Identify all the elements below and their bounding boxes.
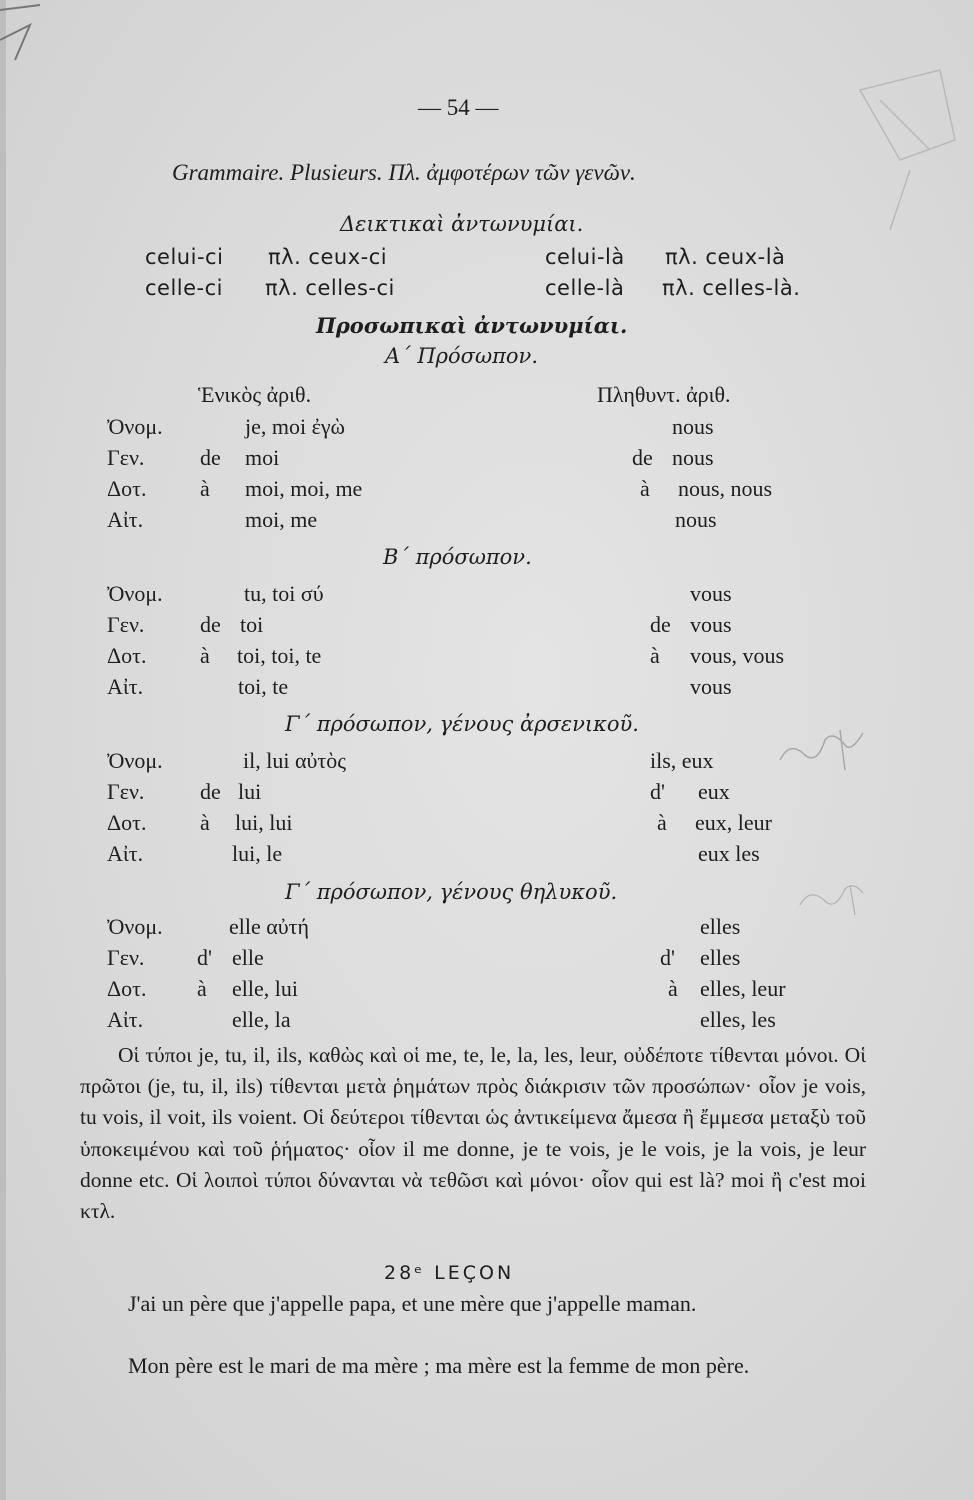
preposition: de [200, 445, 221, 470]
plural-prep: à [657, 810, 667, 835]
singular-form: elle αὐτή [229, 914, 310, 939]
case-label: Δοτ. [107, 476, 147, 501]
singular-form: il, lui αὐτὸς [243, 748, 346, 773]
case-label: Αἰτ. [107, 841, 144, 866]
plural-label: Πληθυντ. ἀριθ. [597, 382, 731, 407]
singular-form: moi [245, 445, 280, 470]
plural-form: vous [690, 581, 732, 606]
plural-form: nous [672, 414, 714, 439]
case-label: Δοτ. [107, 643, 147, 668]
plural-form: eux, leur [695, 810, 772, 835]
page-number: — 54 — [418, 95, 499, 120]
corner-mark [0, 5, 40, 60]
case-label: Αἰτ. [107, 1007, 144, 1032]
plural-form: vous, vous [690, 643, 785, 668]
first-person-heading: Α΄ Πρόσωπον. [385, 344, 538, 368]
case-label: Γεν. [107, 612, 145, 637]
case-label: Αἰτ. [107, 507, 144, 532]
preposition: à [200, 476, 210, 501]
personal-heading: Προσωπικαὶ ἀντωνυμίαι. [316, 313, 628, 338]
demo-b-pl: πλ. ceux-là [665, 245, 786, 269]
plural-form: elles, les [700, 1007, 776, 1032]
plural-prep: d' [650, 779, 665, 804]
case-label: Αἰτ. [107, 674, 144, 699]
preposition: à [200, 810, 210, 835]
plural-prep: à [668, 976, 678, 1001]
demo-b: celui-là [545, 245, 625, 269]
singular-form: moi, me [245, 507, 318, 532]
case-label: Γεν. [107, 945, 145, 970]
singular-form: lui, le [232, 841, 283, 866]
singular-form: tu, toi σύ [244, 581, 324, 606]
plural-prep: de [650, 612, 671, 637]
singular-form: toi, toi, te [237, 643, 322, 668]
preposition: à [200, 643, 210, 668]
plural-form: ils, eux [650, 748, 714, 773]
plural-prep: de [632, 445, 653, 470]
singular-form: lui, lui [235, 810, 293, 835]
case-label: Δοτ. [107, 976, 147, 1001]
demonstratives-heading: Δεικτικαὶ ἀντωνυμίαι. [340, 212, 584, 236]
demo-a-pl: πλ. celles-ci [265, 276, 395, 300]
plural-form: vous [690, 612, 732, 637]
case-label: Γεν. [107, 779, 145, 804]
case-label: Γεν. [107, 445, 145, 470]
case-label: Ὀνομ. [107, 914, 163, 939]
third-fem-heading: Γ΄ πρόσωπον, γένους θηλυκοῦ. [285, 880, 618, 904]
plural-form: elles [700, 945, 741, 970]
plural-prep: à [650, 643, 660, 668]
page-title: Grammaire. Plusieurs. Πλ. ἀμφοτέρων τῶν γενῶν. [172, 160, 636, 185]
singular-form: toi, te [238, 674, 289, 699]
singular-form: elle, la [232, 1007, 291, 1032]
demo-a: celui-ci [145, 245, 224, 269]
pencil-scribble [780, 730, 863, 770]
pencil-sketch [860, 70, 955, 230]
plural-form: vous [690, 674, 732, 699]
singular-form: moi, moi, me [245, 476, 363, 501]
preposition: de [200, 612, 221, 637]
preposition: d' [197, 945, 212, 970]
demo-a: celle-ci [145, 276, 224, 300]
preposition: à [197, 976, 207, 1001]
plural-form: nous [672, 445, 714, 470]
preposition: de [200, 779, 221, 804]
singular-form: lui [238, 779, 262, 804]
singular-form: elle [232, 945, 264, 970]
pencil-scribble-2 [800, 885, 863, 915]
case-label: Ὀνομ. [107, 581, 163, 606]
lesson-paragraph-1: J'ai un père que j'appelle papa, et une mère que j'appelle maman. [128, 1291, 697, 1316]
singular-form: elle, lui [232, 976, 298, 1001]
case-label: Ὀνομ. [107, 748, 163, 773]
singular-form: je, moi ἐγὼ [245, 414, 346, 439]
lesson-title: 28ᵉ LEÇON [384, 1262, 515, 1284]
lesson-paragraph-2: Mon père est le mari de ma mère ; ma mère est la femme de mon père. [128, 1353, 750, 1378]
second-person-heading: Β΄ πρόσωπον. [383, 545, 532, 569]
singular-label: Ἑνικὸς ἀριθ. [198, 382, 312, 407]
third-masc-heading: Γ΄ πρόσωπον, γένους ἀρσενικοῦ. [285, 712, 639, 736]
plural-form: nous [675, 507, 717, 532]
demo-a-pl: πλ. ceux-ci [268, 245, 388, 269]
plural-form: nous, nous [678, 476, 773, 501]
explanation-paragraph: Οἱ τύποι je, tu, il, ils, καθὼς καὶ οἱ me, te, le, la, les, leur, οὐδέποτε τίθενται μόνοι. Οἱ πρῶτοι (je, tu, il, ils) τίθενται μετὰ ῥημάτων πρὸς διάκρισιν τῶν προσώπων· οἷον je vois, tu vois, il voit, ils voient. Οἱ δεύτεροι τίθενται ὡς ἀντικείμενα ἄμεσα ἢ ἔμμεσα μεταξὺ τοῦ ὑποκειμένου καὶ τοῦ ῥήματος· οἷον il me donne, je te vois, je le vois, je la vois, je leur donne etc. Οἱ λοιποὶ τύποι δύνανται νὰ τεθῶσι καὶ μόνοι· οἷον qui est là? moi ἢ c'est moi κτλ. [80, 1043, 866, 1224]
plural-form: elles, leur [700, 976, 786, 1001]
demo-b-pl: πλ. celles-là. [662, 276, 801, 300]
plural-form: elles [700, 914, 741, 939]
plural-form: eux les [698, 841, 760, 866]
plural-form: eux [698, 779, 730, 804]
demo-b: celle-là [545, 276, 625, 300]
singular-form: toi [240, 612, 264, 637]
plural-prep: d' [660, 945, 675, 970]
case-label: Δοτ. [107, 810, 147, 835]
case-label: Ὀνομ. [107, 414, 163, 439]
plural-prep: à [640, 476, 650, 501]
